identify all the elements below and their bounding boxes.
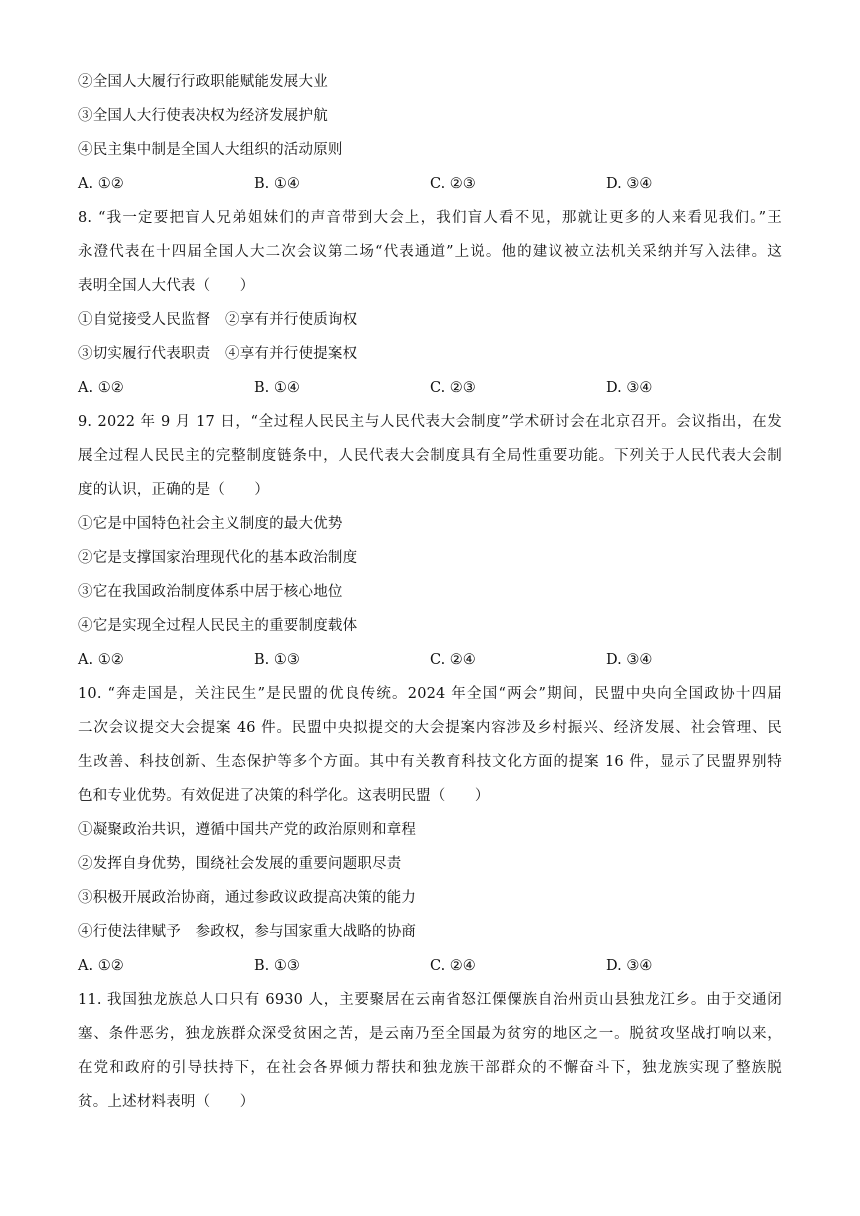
q7-option-a[interactable]: A. ①② xyxy=(78,176,124,192)
q10-statement-4: ④行使法律赋予 参政权，参与国家重大战略的协商 xyxy=(78,924,417,940)
q7-option-c[interactable]: C. ②③ xyxy=(430,176,476,192)
q8-options xyxy=(78,378,782,398)
q9-option-a[interactable]: A. ①② xyxy=(78,652,124,668)
q10-stem-line-3: 生改善、科技创新、生态保护等多个方面。其中有关教育科技文化方面的提案 16 件，显示了民盟界别特 xyxy=(78,754,782,770)
q10-option-c[interactable]: C. ②④ xyxy=(430,958,476,974)
q8-option-c[interactable]: C. ②③ xyxy=(430,380,476,396)
q9-statement-2: ②它是支撑国家治理现代化的基本政治制度 xyxy=(78,550,358,566)
q7-option-d[interactable]: D. ③④ xyxy=(606,176,653,192)
q9-stem-line-2: 展全过程人民民主的完整制度链条中，人民代表大会制度具有全局性重要功能。下列关于人民代表大会制 xyxy=(78,448,782,464)
q11-stem-line-3: 在党和政府的引导扶持下，在社会各界倾力帮扶和独龙族干部群众的不懈奋斗下，独龙族实现了整族脱 xyxy=(78,1060,782,1076)
q7-options xyxy=(78,174,782,194)
q7-option-b[interactable]: B. ①④ xyxy=(254,176,300,192)
q7-statement-4: ④民主集中制是全国人大组织的活动原则 xyxy=(78,142,343,158)
q11-stem-line-1: 11. 我国独龙族总人口只有 6930 人，主要聚居在云南省怒江傈僳族自治州贡山县独龙江乡。由于交通闭 xyxy=(78,992,782,1008)
q9-option-b[interactable]: B. ①③ xyxy=(254,652,300,668)
q10-option-a[interactable]: A. ①② xyxy=(78,958,124,974)
q10-options xyxy=(78,956,782,976)
q11-stem-line-4: 贫。上述材料表明（ ） xyxy=(78,1094,255,1110)
q10-statement-1: ①凝聚政治共识，遵循中国共产党的政治原则和章程 xyxy=(78,822,417,838)
q10-option-b[interactable]: B. ①③ xyxy=(254,958,300,974)
q8-option-a[interactable]: A. ①② xyxy=(78,380,124,396)
q9-statement-1: ①它是中国特色社会主义制度的最大优势 xyxy=(78,516,343,532)
q10-stem-line-4: 色和专业优势。有效促进了决策的科学化。这表明民盟（ ） xyxy=(78,788,490,804)
q8-option-d[interactable]: D. ③④ xyxy=(606,380,653,396)
q8-stem-line-1: 8. “我一定要把盲人兄弟姐妹们的声音带到大会上，我们盲人看不见，那就让更多的人来看见我们。”王 xyxy=(78,210,782,226)
q11-stem-line-2: 塞、条件恶劣，独龙族群众深受贫困之苦，是云南乃至全国最为贫穷的地区之一。脱贫攻坚战打响以来， xyxy=(78,1026,782,1042)
q9-option-c[interactable]: C. ②④ xyxy=(430,652,476,668)
q7-statement-2: ②全国人大履行行政职能赋能发展大业 xyxy=(78,74,328,90)
q10-statement-2: ②发挥自身优势，围绕社会发展的重要问题职尽责 xyxy=(78,856,402,872)
q8-stem-line-3: 表明全国人大代表（ ） xyxy=(78,278,255,294)
q9-statement-3: ③它在我国政治制度体系中居于核心地位 xyxy=(78,584,343,600)
q9-stem-line-3: 度的认识，正确的是（ ） xyxy=(78,482,270,498)
q8-option-b[interactable]: B. ①④ xyxy=(254,380,300,396)
q9-options xyxy=(78,650,782,670)
q9-statement-4: ④它是实现全过程人民民主的重要制度载体 xyxy=(78,618,358,634)
q7-statement-3: ③全国人大行使表决权为经济发展护航 xyxy=(78,108,328,124)
q8-statements-1-2: ①自觉接受人民监督 ②享有并行使质询权 xyxy=(78,312,358,328)
q8-statements-3-4: ③切实履行代表职责 ④享有并行使提案权 xyxy=(78,346,358,362)
q10-stem-line-2: 二次会议提交大会提案 46 件。民盟中央拟提交的大会提案内容涉及乡村振兴、经济发展、社会管理、民 xyxy=(78,720,782,736)
q10-option-d[interactable]: D. ③④ xyxy=(606,958,653,974)
q10-statement-3: ③积极开展政治协商，通过参政议政提高决策的能力 xyxy=(78,890,417,906)
q9-stem-line-1: 9. 2022 年 9 月 17 日，“全过程人民民主与人民代表大会制度”学术研讨会在北京召开。会议指出，在发 xyxy=(78,414,782,430)
q8-stem-line-2: 永澄代表在十四届全国人大二次会议第二场“代表通道”上说。他的建议被立法机关采纳并写入法律。这 xyxy=(78,244,782,260)
q10-stem-line-1: 10. “奔走国是，关注民生”是民盟的优良传统。2024 年全国“两会”期间，民盟中央向全国政协十四届 xyxy=(78,686,782,702)
q9-option-d[interactable]: D. ③④ xyxy=(606,652,653,668)
